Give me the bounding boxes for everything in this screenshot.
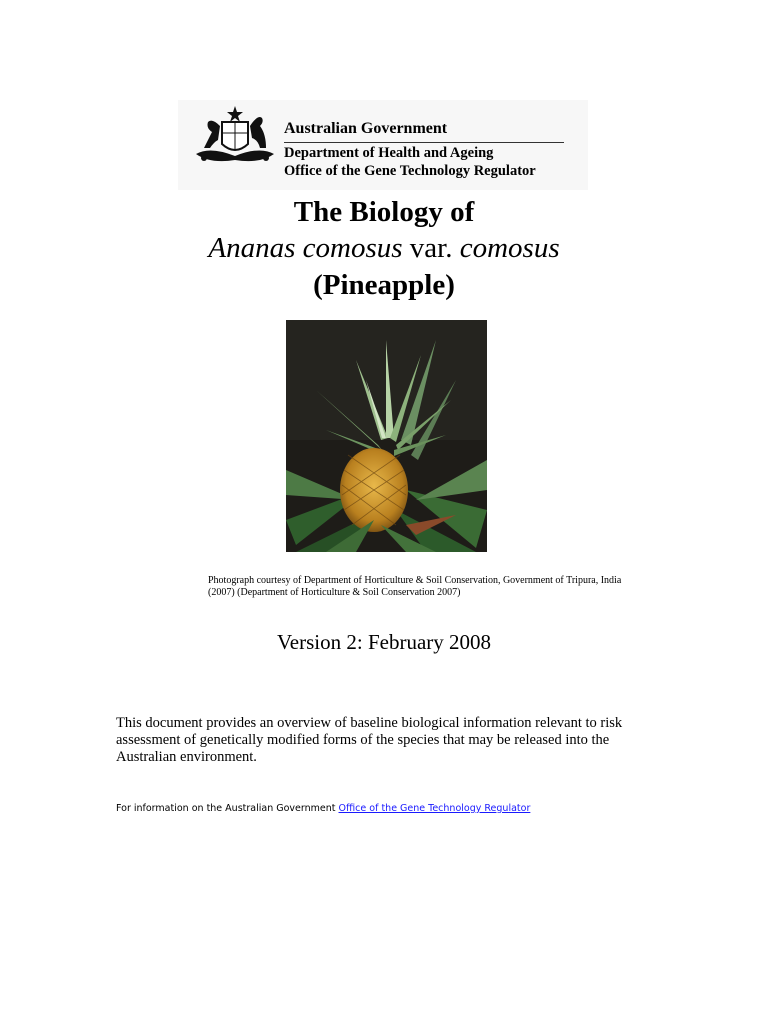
coat-of-arms-icon [190,104,280,170]
info-line [116,803,530,814]
title-line-1: The Biology of [293,196,475,228]
species-name: Ananas comosus [208,232,403,264]
version-label: Version 2: February 2008 [276,630,492,654]
government-name: Australian Government [284,120,448,137]
header-divider [284,142,564,143]
title-line-2 [0,230,768,266]
photo-caption: Photograph courtesy of Department of Horticulture & Soil Conservation, Government of Tripura, India (2007) (Department of Horticulture & Soil Conservation 2007) [208,575,622,598]
pineapple-photo [286,320,487,552]
government-logo-block [178,100,588,190]
var-word: var. [402,232,460,264]
description-paragraph: This document provides an overview of baseline biological information relevant to risk assessment of genetically modified forms of the species that may be released into the Australian environment. [116,715,623,765]
department-name: Department of Health and Ageing [284,145,494,161]
info-prefix: For information on the Australian Government [116,803,339,814]
ogtr-link[interactable]: Office of the Gene Technology Regulator [338,803,531,814]
title-line-3: (Pineapple) [313,269,455,301]
office-name: Office of the Gene Technology Regulator [284,163,536,179]
variety-name: comosus [459,232,560,264]
